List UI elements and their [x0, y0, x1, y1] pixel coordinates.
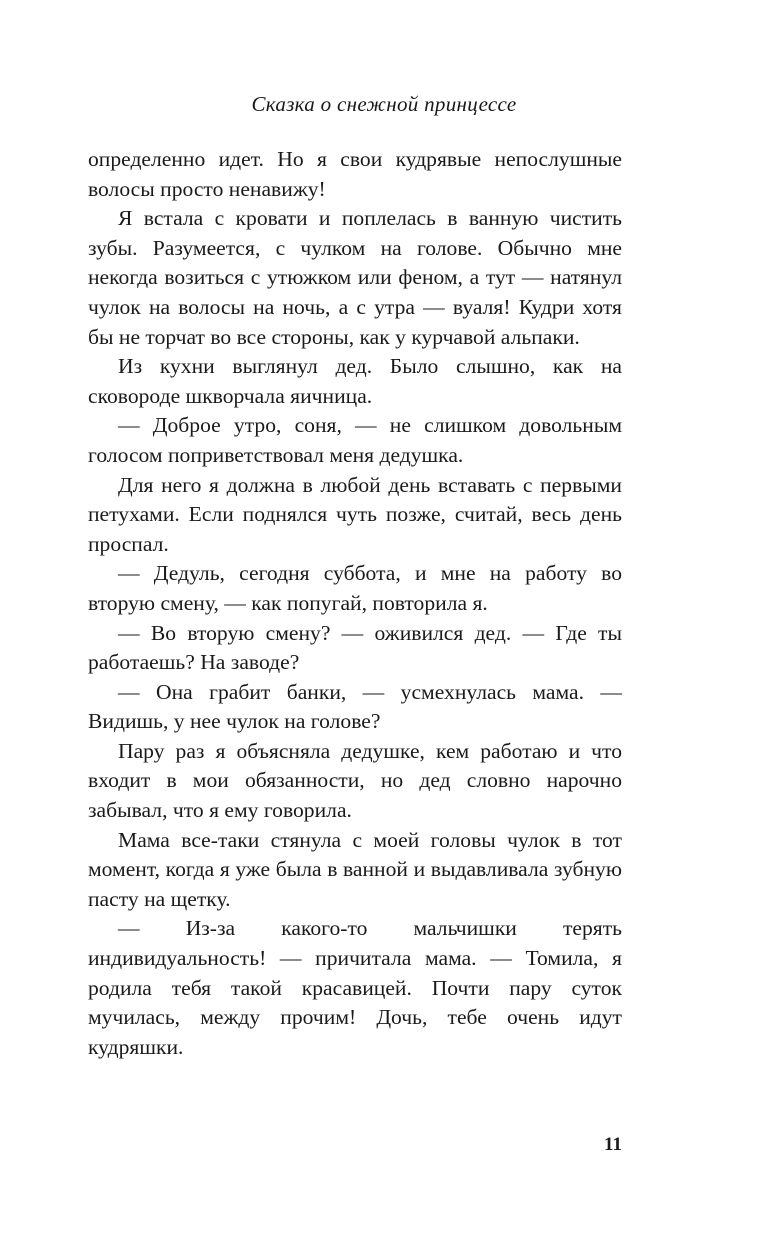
paragraph: Я встала с кровати и поплелась в ванную чистить зубы. Разумеется, с чулком на голове. Обычно мне некогда возиться с утюжком или феном, а тут — натянул чулок на волосы на ночь, а с утра — вуаля! Кудри хотя бы не торчат во все стороны, как у курчавой альпаки.: [88, 206, 622, 349]
paragraph: Для него я должна в любой день вставать с первыми петухами. Если поднялся чуть позже, считай, весь день проспал.: [88, 472, 622, 556]
paragraph: Мама все-таки стянула с моей головы чулок в тот момент, когда я уже была в ванной и выдавливала зубную пасту на щетку.: [88, 827, 622, 911]
dialogue-line: — Из-за какого-то мальчишки терять индивидуальность! — причитала мама. — Томила, я родила тебя такой красавицей. Почти пару суток мучилась, между прочим! Дочь, тебе очень идут кудряшки.: [88, 916, 622, 1059]
dialogue-line: — Она грабит банки, — усмехнулась мама. — Видишь, у нее чулок на голове?: [88, 679, 622, 734]
dialogue-line: — Доброе утро, соня, — не слишком довольным голосом поприветствовал меня дедушка.: [88, 413, 622, 467]
dialogue-line: — Дедуль, сегодня суббота, и мне на работу во вторую смену, — как попугай, повторила я.: [88, 561, 622, 615]
paragraph: определенно идет. Но я свои кудрявые непослушные волосы просто ненавижу!: [88, 147, 622, 201]
running-head: Сказка о снежной принцессе: [251, 92, 517, 116]
page-number: 11: [604, 1134, 622, 1155]
dialogue-line: — Во вторую смену? — оживился дед. — Где ты работаешь? На заводе?: [88, 620, 622, 675]
body-text: [88, 145, 622, 1062]
paragraph: Из кухни выглянул дед. Было слышно, как на сковороде шкворчала яичница.: [88, 354, 622, 408]
paragraph: Пару раз я объясняла дедушке, кем работаю и что входит в мои обязанности, но дед словно нарочно забывал, что я ему говорила.: [88, 738, 622, 823]
